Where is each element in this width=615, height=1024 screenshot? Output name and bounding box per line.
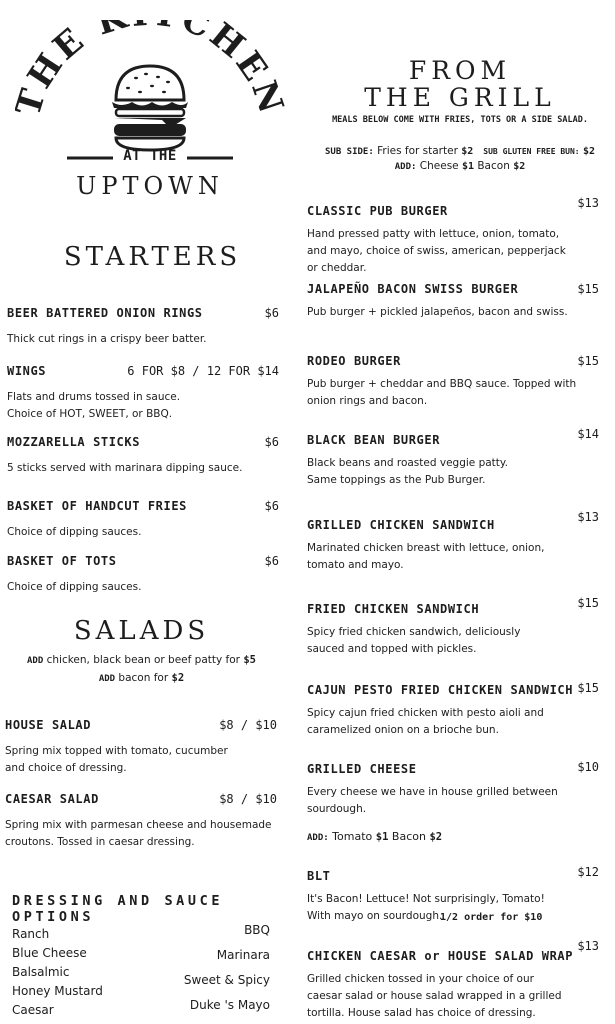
menu-item-price: $8 / $10 <box>219 718 277 732</box>
menu-item-price: $6 <box>264 499 279 513</box>
menu-item-description <box>307 705 609 739</box>
description-line: and mayo, choice of swiss, american, pepperjack <box>307 245 566 257</box>
menu-item-name: CAJUN PESTO FRIED CHICKEN SANDWICH <box>307 683 574 697</box>
menu-item-name: HOUSE SALAD <box>5 718 92 732</box>
menu-item-description <box>307 624 609 658</box>
salads-add-line-2: ADD bacon for $2 <box>98 672 185 684</box>
menu-item-description <box>307 784 609 818</box>
menu-item-description <box>7 331 289 348</box>
salads-add-line-1: ADD chicken, black bean or beef patty for $5 <box>27 654 256 666</box>
description-line: tortilla. House salad has choice of dressing. <box>307 1007 536 1019</box>
menu-item-price: $13 <box>577 510 599 524</box>
dressing-option: BBQ <box>244 923 270 937</box>
menu-item-description <box>7 389 289 423</box>
menu-item-name: GRILLED CHEESE <box>307 762 417 776</box>
dressing-option: Marinara <box>216 948 270 962</box>
menu-item-description <box>307 540 609 574</box>
grill-add-line: ADD: Cheese $1 Bacon $2 <box>394 160 526 172</box>
description-line: It's Bacon! Lettuce! Not surprisingly, Tomato! <box>307 893 545 905</box>
menu-item-price: $13 <box>577 939 599 953</box>
salads-title: SALADS <box>73 616 210 646</box>
description-line: 5 sticks served with marinara dipping sauce. <box>7 462 243 474</box>
description-line: Flats and drums tossed in sauce. <box>7 391 181 403</box>
description-line: Same toppings as the Pub Burger. <box>307 474 486 486</box>
menu-item-price: $6 <box>264 554 279 568</box>
menu-item-price: $12 <box>577 865 599 879</box>
menu-item-name: CHICKEN CAESAR or HOUSE SALAD WRAP <box>307 949 574 963</box>
dressing-title: DRESSING AND SAUCE OPTIONS <box>12 893 224 925</box>
description-line: croutons. Tossed in caesar dressing. <box>5 836 195 848</box>
description-line: Hand pressed patty with lettuce, onion, tomato, <box>307 228 560 240</box>
menu-item-name: CLASSIC PUB BURGER <box>307 204 448 218</box>
dressing-option: Duke 's Mayo <box>189 998 270 1012</box>
description-line: Spring mix with parmesan cheese and housemade <box>5 819 272 831</box>
grilled-cheese-add-line: ADD: Tomato $1 Bacon $2 <box>307 830 443 843</box>
menu-item-name: RODEO BURGER <box>307 354 401 368</box>
menu-item-name: BASKET OF TOTS <box>7 554 117 568</box>
grill-sub-line: SUB SIDE: Fries for starter $2 SUB GLUTEN FREE BUN: $2 <box>324 145 596 157</box>
description-line: Choice of dipping sauces. <box>7 581 142 593</box>
dressing-option: Blue Cheese <box>12 946 87 960</box>
menu-item-description <box>307 455 609 489</box>
description-line: and choice of dressing. <box>5 762 127 774</box>
menu-item-price: $15 <box>577 681 599 695</box>
dressing-option: Honey Mustard <box>12 984 103 998</box>
menu-item-price: $15 <box>577 354 599 368</box>
dressing-option: Sweet & Spicy <box>183 973 270 987</box>
description-line: Pub burger + pickled jalapeños, bacon and swiss. <box>307 306 568 318</box>
menu-item-description <box>7 524 289 541</box>
description-line: sauced and topped with pickles. <box>307 643 477 655</box>
description-line: Pub burger + cheddar and BBQ sauce. Topped with <box>307 378 577 390</box>
dressing-option: Ranch <box>12 927 50 941</box>
menu-item-price: $10 <box>577 760 599 774</box>
description-line: Grilled chicken tossed in your choice of our <box>307 973 534 985</box>
menu-item-price: 6 FOR $8 / 12 FOR $14 <box>127 364 279 378</box>
menu-item-price: $8 / $10 <box>219 792 277 806</box>
description-line: tomato and mayo. <box>307 559 404 571</box>
description-line: Marinated chicken breast with lettuce, onion, <box>307 542 545 554</box>
menu-item-price: $15 <box>577 596 599 610</box>
description-line: sourdough. <box>307 803 367 815</box>
menu-item-price: $14 <box>577 427 599 441</box>
menu-item-description <box>7 579 289 596</box>
menu-item-name: JALAPEÑO BACON SWISS BURGER <box>307 282 519 296</box>
menu-item-name: BLT <box>307 869 331 883</box>
menu-item-name: BLACK BEAN BURGER <box>307 433 441 447</box>
description-line: Thick cut rings in a crispy beer batter. <box>7 333 207 345</box>
menu-item-description <box>5 817 287 851</box>
dressing-option: Caesar <box>12 1003 54 1017</box>
menu-item-description <box>5 743 287 777</box>
menu-item-description <box>307 971 609 1022</box>
brand-logo <box>15 20 285 205</box>
burger-icon <box>112 66 188 150</box>
brand-arc-label: HE CHE <box>19 20 277 96</box>
menu-item-name: WINGS <box>7 364 47 378</box>
description-line: caesar salad or house salad wrapped in a grilled <box>307 990 562 1002</box>
description-line: Spring mix topped with tomato, cucumber <box>5 745 228 757</box>
description-line: caramelized onion on a brioche bun. <box>307 724 499 736</box>
menu-item-name: GRILLED CHICKEN SANDWICH <box>307 518 495 532</box>
description-line: Black beans and roasted veggie patty. <box>307 457 508 469</box>
description-line: Choice of dipping sauces. <box>7 526 142 538</box>
menu-item-description <box>7 460 289 477</box>
blt-half-order: 1/2 order for $10 <box>440 912 543 923</box>
description-line: or cheddar. <box>307 262 367 274</box>
dressing-option: Balsalmic <box>12 965 70 979</box>
description-line: Spicy fried chicken sandwich, deliciously <box>307 626 521 638</box>
menu-item-price: $6 <box>264 306 279 320</box>
grill-note: MEALS BELOW COME WITH FRIES, TOTS OR A SIDE SALAD. <box>332 115 588 125</box>
description-line: With mayo on sourdough. <box>307 910 443 922</box>
description-line: Choice of HOT, SWEET, or BBQ. <box>7 408 173 420</box>
description-line: Every cheese we have in house grilled between <box>307 786 558 798</box>
description-line: onion rings and bacon. <box>307 395 428 407</box>
menu-item-name: CAESAR SALAD <box>5 792 99 806</box>
menu-item-price: $6 <box>264 435 279 449</box>
menu-item-name: FRIED CHICKEN SANDWICH <box>307 602 480 616</box>
menu-item-name: BASKET OF HANDCUT FRIES <box>7 499 187 513</box>
menu-item-price: $13 <box>577 196 599 210</box>
description-line: Spicy cajun fried chicken with pesto aioli and <box>307 707 544 719</box>
grill-title-line-1: FROM <box>408 56 512 85</box>
menu-item-name: MOZZARELLA STICKS <box>7 435 141 449</box>
starters-title: STARTERS <box>63 242 242 272</box>
brand-at: AT THE <box>123 148 177 164</box>
menu-item-name: BEER BATTERED ONION RINGS <box>7 306 203 320</box>
menu-item-description <box>307 226 609 277</box>
brand-place: UPTOWN <box>76 172 224 200</box>
grill-title-line-2: THE GRILL <box>364 83 556 112</box>
menu-item-description <box>307 304 609 321</box>
menu-item-price: $15 <box>577 282 599 296</box>
menu-item-description <box>307 376 609 410</box>
